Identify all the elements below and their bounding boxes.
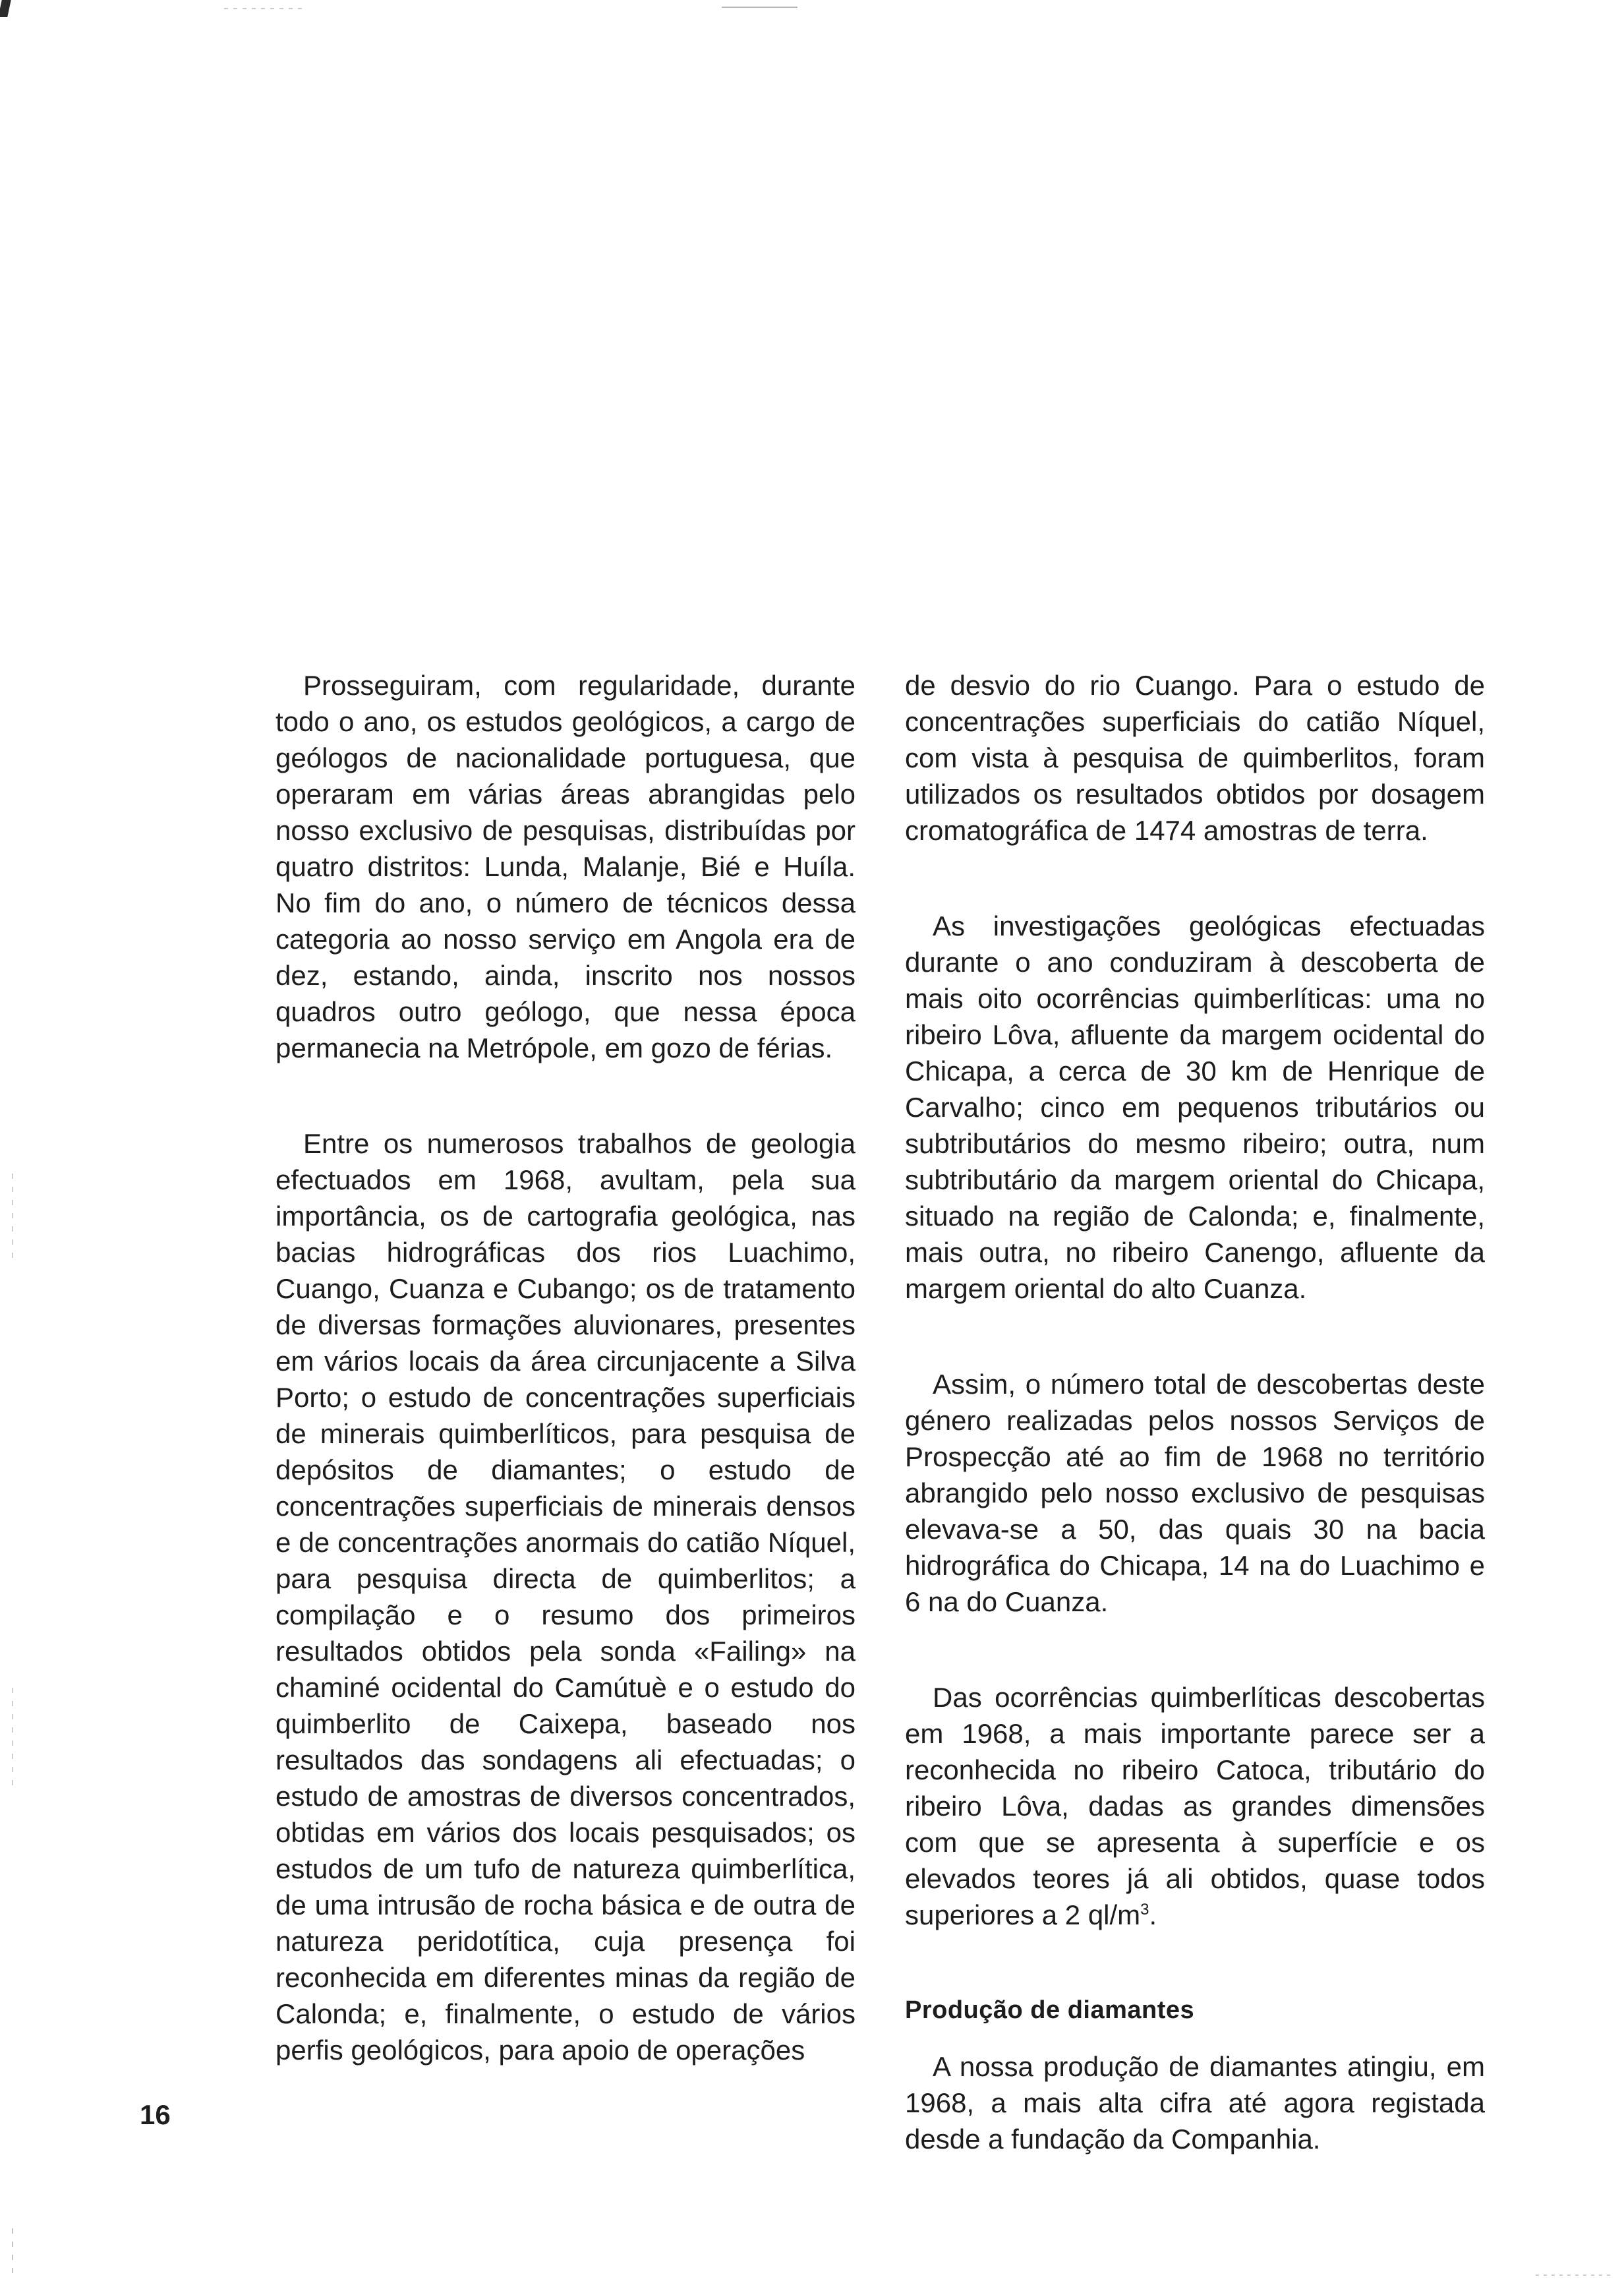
scan-top-dots: [224, 8, 303, 9]
scan-edge-mark: [12, 1174, 13, 1266]
paragraph-total-discoveries: Assim, o número total de descobertas deste género realizadas pelos nossos Serviços de Prospecção até ao fim de 1968 no território abrangido pelo nosso exclusivo de pesquisas elevava-se a 50, das quais 30 na bacia hidrográfica do Chicapa, 14 na do Luachimo e 6 na do Cuanza.: [905, 1369, 1485, 1617]
paragraph-geology-works: Entre os numerosos trabalhos de geologia efectuados em 1968, avultam, pela sua importância, os de cartografia geológica, nas bacias hidrográficas dos rios Luachimo, Cuango, Cuanza e Cubango; os de tratamento de diversas formações aluvionares, presentes em vários locais da área circunjacente a Silva Porto; o estudo de concentrações superficiais de minerais quimberlíticos, para pesquisa de depósitos de diamantes; o estudo de concentrações superficiais de minerais densos e de concentrações anormais do catião Níquel, para pesquisa directa de quimberlitos; a compilação e o resumo dos primeiros resultados obtidos pela sonda «Failing» na chaminé ocidental do Camútuè e o estudo do quimberlito de Caixepa, baseado nos resultados das sondagens ali efectuadas; o estudo de amostras de diversos concentrados, obtidas em vários dos locais pesquisados; os estudos de um tufo de natureza quimberlítica, de uma intrusão de rocha básica e de outra de natureza peridotítica, cuja presença foi reconhecida em diferentes minas da região de Calonda; e, finalmente, o estudo de vários perfis geológicos, para apoio de operações: [276, 1128, 856, 2066]
catoca-text-end: .: [1149, 1899, 1157, 1930]
paragraph-continuation: de desvio do rio Cuango. Para o estudo de concentrações superficiais do catião Níquel, com vista à pesquisa de quimberlitos, foram utilizados os resultados obtidos por dosagem cromatográfica de 1474 amostras de terra.: [905, 670, 1485, 846]
section-heading: Produção de diamantes: [905, 1996, 1195, 2024]
catoca-text: Das ocorrências quimberlíticas descobertas em 1968, a mais importante parece ser a reconhecida no ribeiro Catoca, tributário do ribeiro Lôva, dadas as grandes dimensões com que se apresenta à superfície e os elevados teores já ali obtidos, quase todos superiores a 2 ql/m: [905, 1682, 1485, 1930]
paragraph-catoca-occurrence: [905, 1679, 1485, 1933]
left-column: [276, 667, 856, 2068]
scan-edge-mark: [12, 2228, 13, 2281]
paragraph-geological-studies: Prosseguiram, com regularidade, durante todo o ano, os estudos geológicos, a cargo de geólogos de nacionalidade portuguesa, que operaram em várias áreas abrangidas pelo nosso exclusivo de pesquisas, distribuídas por quatro distritos: Lunda, Malanje, Bié e Huíla. No fim do ano, o número de técnicos dessa categoria ao nosso serviço em Angola era de dez, estando, ainda, inscrito nos nossos quadros outro geólogo, que nessa época permanecia na Metrópole, em gozo de férias.: [276, 670, 856, 1063]
scan-top-line: [722, 7, 798, 8]
unit-superscript: 3: [1140, 1901, 1149, 1918]
scan-edge-mark: [12, 1688, 13, 1793]
page-number: 16: [140, 2099, 171, 2130]
right-column: [905, 667, 1485, 2157]
paragraph-diamond-production: A nossa produção de diamantes atingiu, em 1968, a mais alta cifra até agora registada desde a fundação da Companhia.: [905, 2051, 1485, 2155]
scan-corner-mark: [0, 0, 11, 17]
scan-corner-dots: [1536, 2274, 1615, 2276]
paragraph-investigations: As investigações geológicas efectuadas durante o ano conduziram à descoberta de mais oito ocorrências quimberlíticas: uma no ribeiro Lôva, afluente da margem ocidental do Chicapa, a cerca de 30 km de Henrique de Carvalho; cinco em pequenos tributários ou subtributários do mesmo ribeiro; outra, num subtributário da margem oriental do Chicapa, situado na região de Calonda; e, finalmente, mais outra, no ribeiro Canengo, afluente da margem oriental do alto Cuanza.: [905, 910, 1485, 1304]
